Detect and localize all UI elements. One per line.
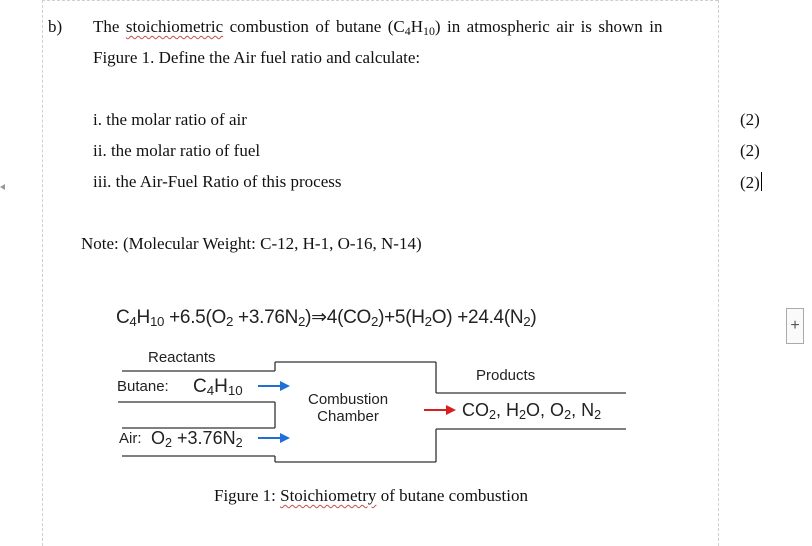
- add-button[interactable]: +: [786, 308, 804, 344]
- air-arrow-icon: [258, 433, 290, 443]
- spellcheck-word: Stoichiometry: [280, 486, 377, 505]
- item-2-text: ii. the molar ratio of fuel: [93, 141, 261, 160]
- combustion-chamber-label: Combustion Chamber: [308, 391, 389, 425]
- products-label: Products: [476, 367, 536, 384]
- question-label: b): [48, 17, 63, 36]
- item-3-marks[interactable]: (2): [740, 173, 760, 192]
- products-formula: $CO_2$, $H_2O$, $O_2$, $N_2$: [462, 400, 602, 422]
- item-2-marks: (2): [740, 141, 760, 160]
- spellcheck-word: stoichiometric: [125, 17, 224, 36]
- butane-formula: $C_4H_{10}$: [193, 376, 243, 398]
- item-1-marks: (2): [740, 110, 760, 129]
- item-3-text: iii. the Air-Fuel Ratio of this process: [93, 172, 342, 191]
- question-line-2: Figure 1. Define the Air fuel ratio and calculate:: [93, 48, 421, 67]
- air-label: Air:: [119, 430, 142, 447]
- reactants-label: Reactants: [148, 349, 216, 366]
- figure-caption: Figure 1: Stoichiometry of butane combustion: [214, 486, 528, 505]
- fuel-arrow-icon: [258, 381, 290, 391]
- note-text: Note: (Molecular Weight: C-12, H-1, O-16, N-14): [81, 234, 422, 253]
- combustion-equation: $C_4H_{10} +6.5(O_2$ $+3.76N_2)\Rightarrow 4(CO_2)+5(H_2O) +24.4(N_2)$: [116, 307, 537, 329]
- butane-label: Butane:: [117, 378, 169, 395]
- item-1-text: i. the molar ratio of air: [93, 110, 247, 129]
- product-arrow-icon: [424, 405, 456, 415]
- question-line-1: The stoichiometric combustion of butane $(C_4H_{10})$ in atmospheric air is shown in: [93, 17, 663, 38]
- air-formula: $O_2 +3.76N_2$: [151, 428, 243, 450]
